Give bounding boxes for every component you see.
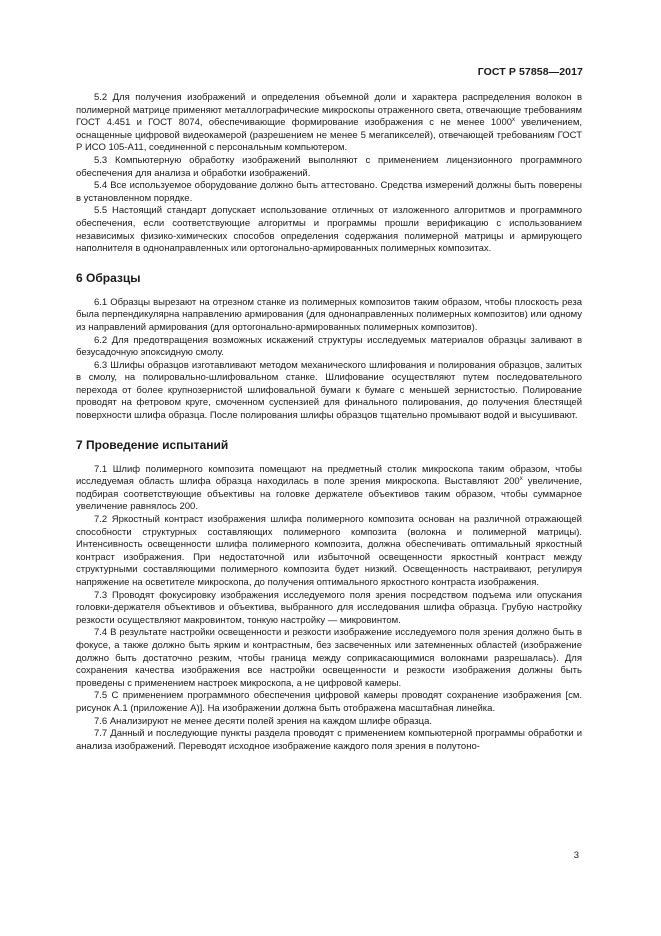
paragraph-6-1: 6.1 Образцы вырезают на отрезном станке из полимерных композитов таким образом, чтобы плоскость реза была перпендикулярна направлению армирования (для однонаправленных полимерных композитов) или одному из направлений армирования (для ортогонально-армированных полимерных композитов).: [76, 296, 582, 333]
paragraph-5-2: [76, 92, 582, 155]
superscript-x: x: [519, 476, 523, 483]
section-6-heading: 6 Образцы: [76, 270, 141, 285]
paragraph-7-5: 7.5 С применением программного обеспечения цифровой камеры проводят сохранение изображения [см. рисунок А.1 (приложение А)]. На изображении должна быть отображена масштабная линейка.: [76, 690, 582, 714]
section-7-heading: 7 Проведение испытаний: [76, 437, 229, 452]
paragraph-5-2-text-b: увеличением, оснащенные цифровой видеокамерой (разрешением не менее 5 мегапикселей), отвечающей требованиям ГОСТ Р ИСО 105-А11, соединенной с персональным компьютером.: [76, 117, 583, 154]
paragraph-7-7: 7.7 Данный и последующие пункты раздела проводят с применением компьютерной программы обработки и анализа изображений. Переводят исходное изображение каждого поля зрения в полутоно-: [76, 728, 582, 752]
paragraph-5-5: 5.5 Настоящий стандарт допускает использование отличных от изложенного алгоритмов и программного обеспечения, если соответствующие алгоритмы и программы прошли верификацию с использованием независимых физико-химических способов определения содержания полимерной матрицы и армирующего наполнителя в однонаправленных или ортогонально-армированных полимерных композитах.: [76, 205, 582, 255]
paragraph-7-2: 7.2 Яркостный контраст изображения шлифа полимерного композита основан на различной отражающей способности структурных составляющих полимерного композита (волокна и полимерной матрицы). Интенсивность освещенности шлифа полимерного композита, должна обеспечивать оптимальный яркостный контраст изображения. При недостаточной или избыточной освещенности яркостный контраст между структурными составляющими полимерного композита будет низкий. Освещенность настраивают, регулируя напряжение на осветителе микроскопа, до получения оптимального яркостного контраста изображения.: [76, 514, 582, 588]
paragraph-7-1-text-b: увеличение, подбирая соответствующие объективы на головке держателе объективов таким образом, чтобы суммарное увеличение равнялось 200.: [76, 476, 582, 513]
paragraph-7-1: [76, 464, 582, 514]
paragraph-5-3: 5.3 Компьютерную обработку изображений выполняют с применением лицензионного программного обеспечения для анализа и обработки изображений.: [76, 154, 582, 179]
document-body: [76, 92, 582, 753]
paragraph-7-3: 7.3 Проводят фокусировку изображения исследуемого поля зрения посредством подъема или опускания головки-держателя объективов и объектива, выбранного для исследования шлифа образца. Грубую настройку резкости осуществляют макровинтом, тонкую настройку — микровинтом.: [76, 589, 582, 626]
paragraph-5-4: 5.4 Все используемое оборудование должно быть аттестовано. Средства измерений должны быть поверены в установленном порядке.: [76, 180, 582, 204]
paragraph-7-1-text-a: 7.1 Шлиф полимерного композита помещают на предметный столик микроскопа таким образом, чтобы исследуемая область шлифа образца находилась в поле зрения микроскопа. Выставляют 200: [76, 463, 582, 488]
document-header: ГОСТ Р 57858—2017: [477, 66, 583, 78]
page-number: 3: [573, 850, 579, 861]
paragraph-5-2-text-a: 5.2 Для получения изображений и определения объемной доли и характера распределения волокон в полимерной матрице применяют металлографические микроскопы отраженного света, отвечающие требованиям ГОСТ 4.451 и ГОСТ 8074, обеспечивающие формирование изображения с не менее 1000: [76, 92, 582, 129]
paragraph-6-2: 6.2 Для предотвращения возможных искажений структуры исследуемых материалов образцы заливают в безусадочную эпоксидную смолу.: [76, 334, 582, 359]
superscript-x: x: [512, 117, 516, 124]
paragraph-7-6: 7.6 Анализируют не менее десяти полей зрения на каждом шлифе образца.: [94, 715, 433, 727]
paragraph-6-3: 6.3 Шлифы образцов изготавливают методом механического шлифования и полирования образцов, залитых в смолу, на полировально-шлифовальном станке. Шлифование осуществляют путем последовательного перехода от более крупнозернистой шлифовальной бумаги к бумаге с меньшей зернистостью. Полирование проводят на фетровом круге, смоченном суспензией для финального полирования, до получения блестящей поверхности шлифа образца. После полирования шлифы образцов тщательно промывают водой и высушивают.: [76, 359, 582, 422]
paragraph-7-4: 7.4 В результате настройки освещенности и резкости изображение исследуемого поля зрения должно быть в фокусе, а также должно быть ярким и контрастным, без засвеченных или затемненных областей (изображение должно быть достаточно резким, чтобы граница между соприкасающимися волокнами разрешалась). Для сохранения качества изображения все настройки освещенности и резкости изображения должны быть проведены с применением настроек микроскопа, а не цифровой камеры.: [76, 627, 582, 689]
